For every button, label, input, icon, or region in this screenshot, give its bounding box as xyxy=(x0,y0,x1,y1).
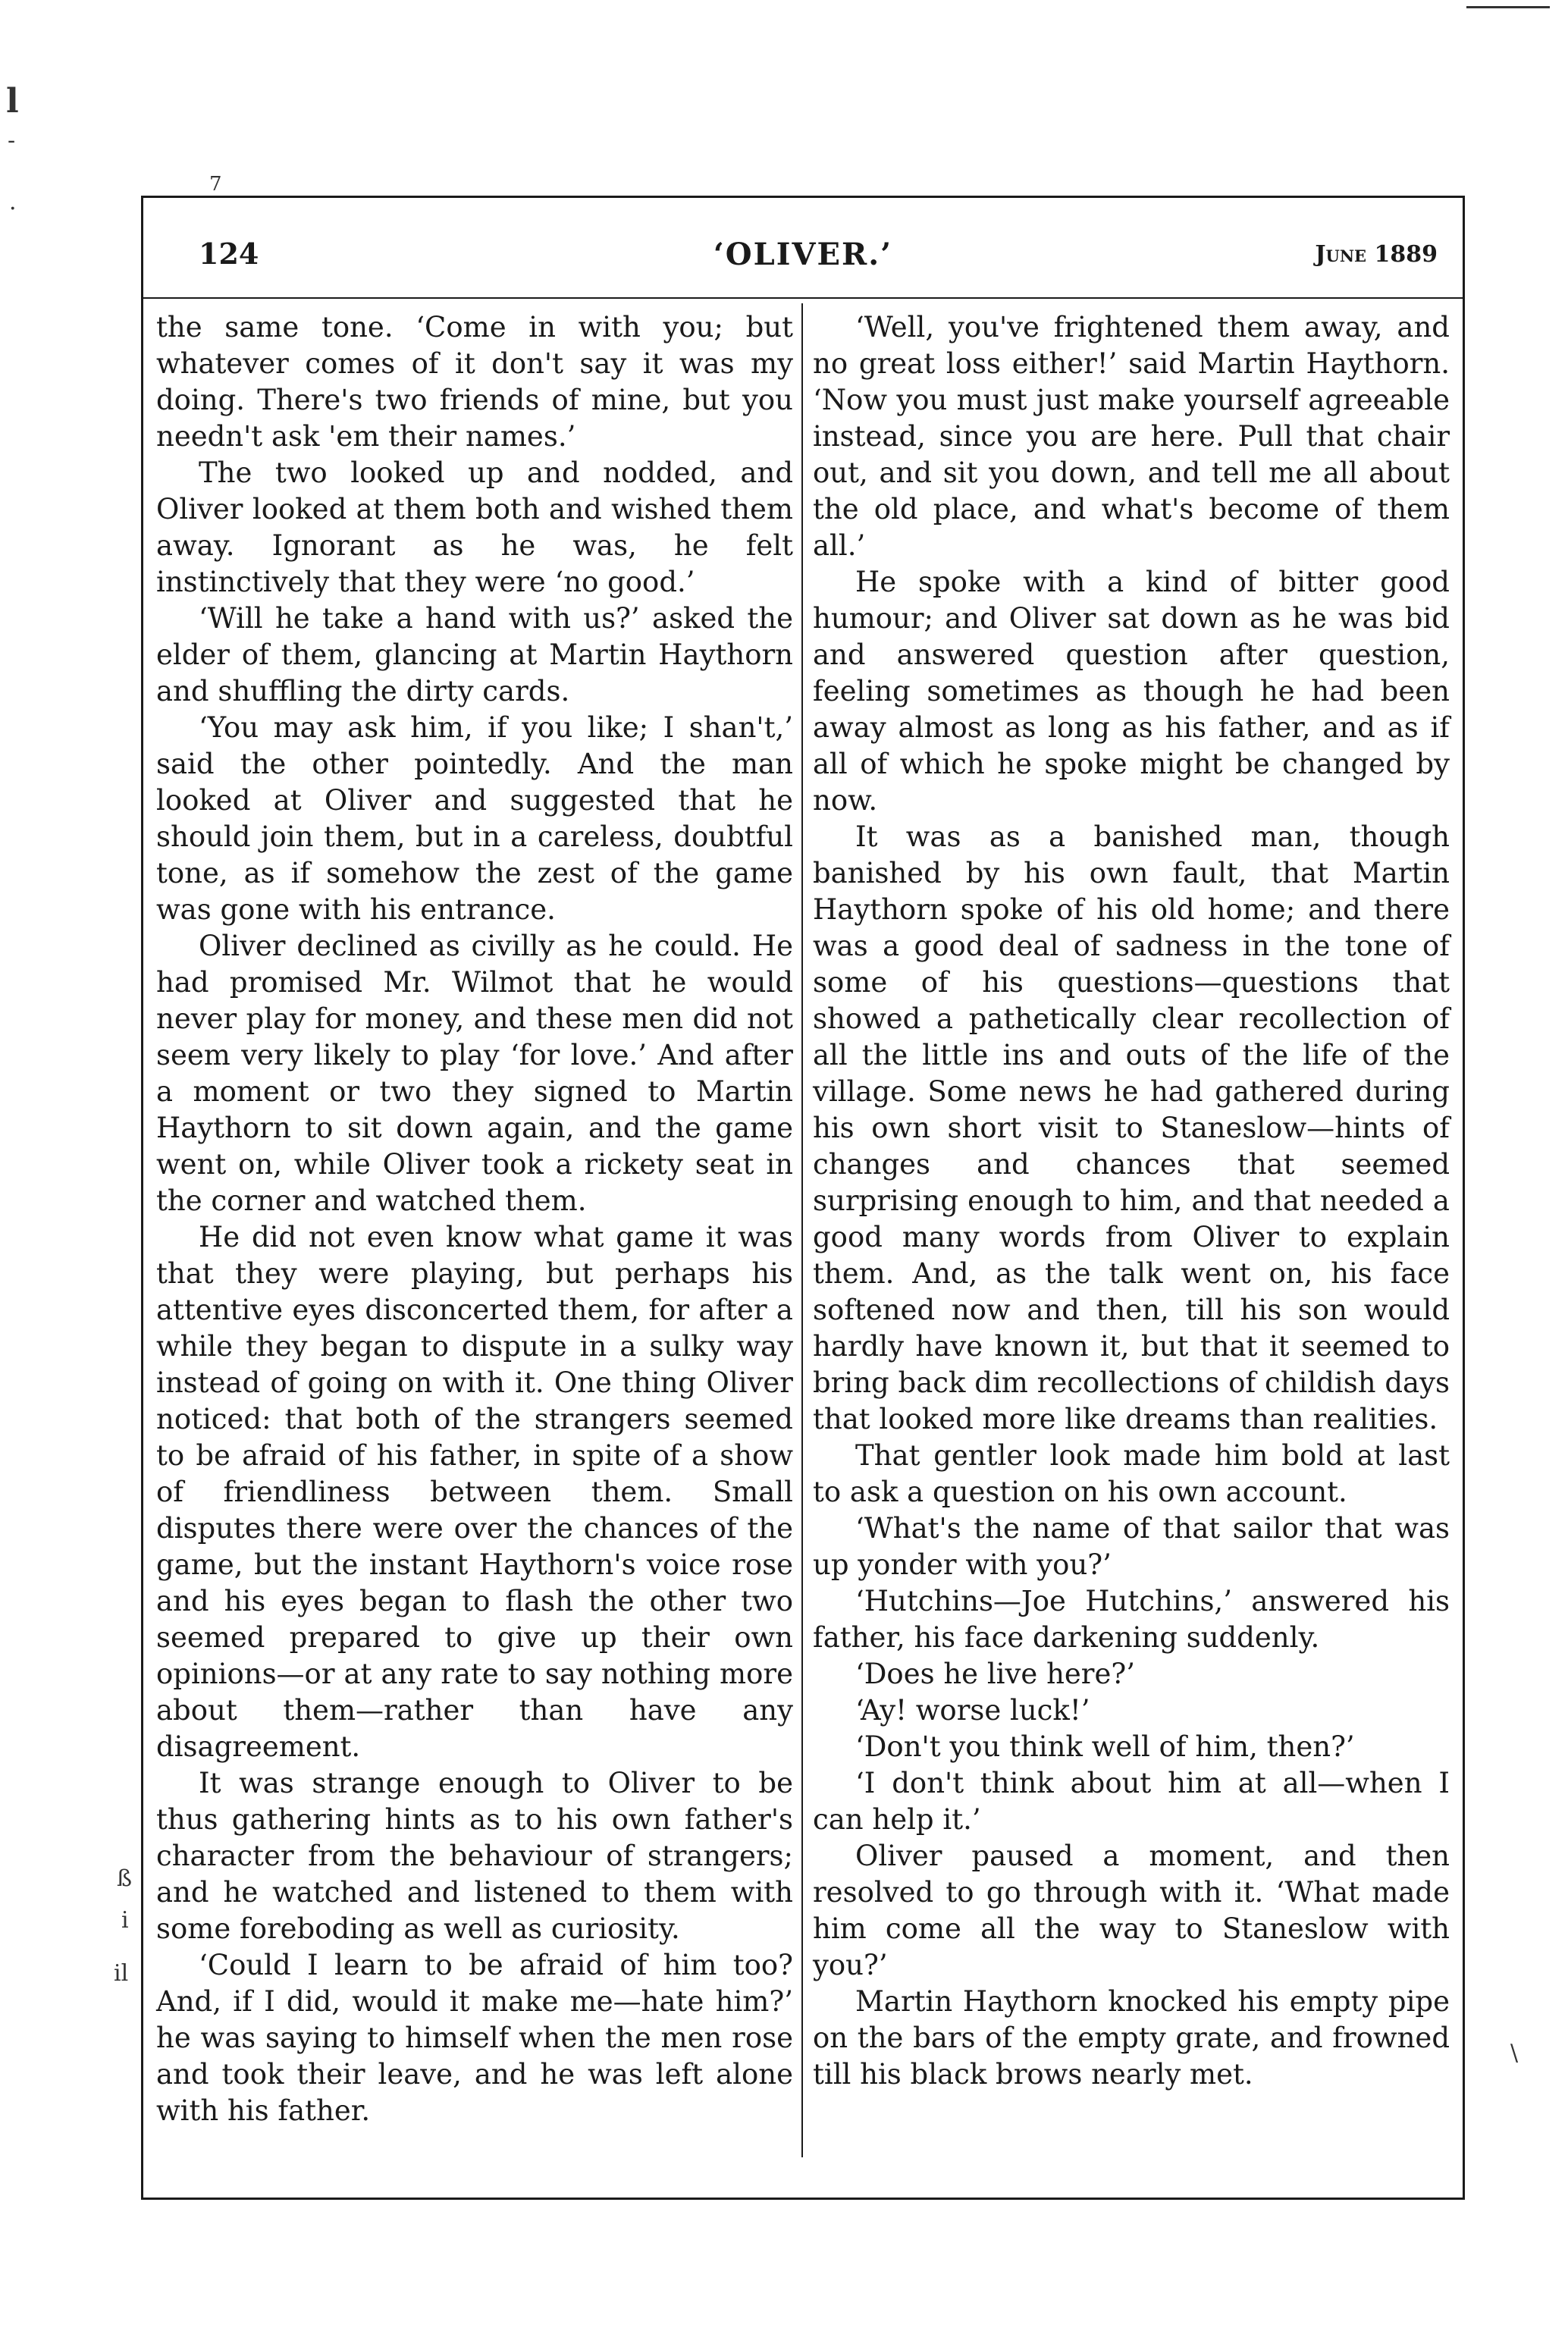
paragraph: ‘I don't think about him at all—when I can help it.’ xyxy=(813,1767,1450,1836)
paragraph: ‘Will he take a hand with us?’ asked the elder of them, glancing at Martin Haythorn and shuffling the dirty cards. xyxy=(156,602,793,707)
margin-mark-left-3: il xyxy=(114,1960,129,1987)
paragraph: the same tone. ‘Come in with you; but whatever comes of it don't say it was my doing. There's two friends of mine, but you needn't ask 'em their names.’ xyxy=(156,311,793,453)
paragraph: Oliver paused a moment, and then resolved to go through with it. ‘What made him come all the way to Staneslow with you?’ xyxy=(813,1840,1450,1981)
margin-mark-left-2: i xyxy=(121,1907,129,1934)
margin-mark-top-small: 7 xyxy=(209,173,222,196)
margin-mark-dot: · xyxy=(9,196,17,222)
column-separator xyxy=(801,303,803,2157)
paragraph: ‘Well, you've frightened them away, and no great loss either!’ said Martin Haythorn. ‘Now you must just make yourself agreeable instead, since you are here. Pull that chair out, and sit you down, and tell me all about the old place, and what's become of them all.’ xyxy=(813,311,1450,562)
paragraph: Oliver declined as civilly as he could. He had promised Mr. Wilmot that he would never play for money, and these men did not seem very likely to play ‘for love.’ And after a moment or two they signed to Martin Haythorn to sit down again, and the game went on, while Oliver took a rickety seat in the corner and watched them. xyxy=(156,930,793,1217)
paragraph: ‘Hutchins—Joe Hutchins,’ answered his father, his face darkening suddenly. xyxy=(813,1585,1450,1654)
margin-mark-top-left: l xyxy=(6,82,19,121)
margin-mark-right-1: \ xyxy=(1510,2040,1519,2066)
left-column xyxy=(156,309,793,2129)
issue-date: June 1889 xyxy=(1315,241,1438,268)
margin-mark-left-1: ß xyxy=(117,1865,133,1892)
paragraph: ‘You may ask him, if you like; I shan't,’ said the other pointedly. And the man looked at Oliver and suggested that he should join them, but in a careless, doubtful tone, as if somehow the zest of the game was gone with his entrance. xyxy=(156,711,793,926)
page-number: 124 xyxy=(199,237,259,271)
paragraph: ‘Don't you think well of him, then?’ xyxy=(855,1730,1355,1763)
paragraph: He spoke with a kind of bitter good humour; and Oliver sat down as he was bid and answered question after question, feeling sometimes as though he had been away almost as long as his father, and as if all of which he spoke might be changed by now. xyxy=(813,566,1450,817)
paragraph: ‘What's the name of that sailor that was up yonder with you?’ xyxy=(813,1512,1450,1581)
running-title: ‘OLIVER.’ xyxy=(713,237,893,272)
running-header xyxy=(141,237,1465,282)
paragraph: That gentler look made him bold at last to ask a question on his own account. xyxy=(813,1439,1450,1508)
paragraph: It was as a banished man, though banished by his own fault, that Martin Haythorn spoke of his old home; and there was a good deal of sadness in the tone of some of his questions—questions that showed a pathetically clear recollection of all the little ins and outs of the life of the village. Some news he had gathered during his own short visit to Staneslow—hints of changes and chances that seemed surprising enough to him, and that needed a good many words from Oliver to explain them. And, as the talk went on, his face softened now and then, till his son would hardly have known it, but that it seemed to bring back dim recollections of childish days that looked more like dreams than realities. xyxy=(813,820,1450,1435)
paragraph: ‘Does he live here?’ xyxy=(855,1658,1135,1690)
header-rule xyxy=(141,297,1465,299)
paragraph: It was strange enough to Oliver to be thus gathering hints as to his own father's character from the behaviour of strangers; and he watched and listened to them with some foreboding as well as curiosity. xyxy=(156,1767,793,1945)
right-column xyxy=(813,309,1450,2093)
scan-corner-mark xyxy=(1466,6,1550,8)
paragraph: The two looked up and nodded, and Oliver looked at them both and wished them away. Ignorant as he was, he felt instinctively that they were ‘no good.’ xyxy=(156,456,793,598)
paragraph: He did not even know what game it was that they were playing, but perhaps his attentive eyes disconcerted them, for after a while they began to dispute in a sulky way instead of going on with it. One thing Oliver noticed: that both of the strangers seemed to be afraid of his father, in spite of a show of friendliness between them. Small disputes there were over the chances of the game, but the instant Haythorn's voice rose and his eyes began to flash the other two seemed prepared to give up their own opinions—or at any rate to say nothing more about them—rather than have any disagreement. xyxy=(156,1221,793,1763)
paragraph: ‘Ay! worse luck!’ xyxy=(855,1694,1090,1727)
margin-mark-top-dash: - xyxy=(8,127,16,154)
paragraph: Martin Haythorn knocked his empty pipe on the bars of the empty grate, and frowned till his black brows nearly met. xyxy=(813,1985,1450,2091)
paragraph: ‘Could I learn to be afraid of him too? And, if I did, would it make me—hate him?’ he was saying to himself when the men rose and took their leave, and he was left alone with his father. xyxy=(156,1949,793,2127)
